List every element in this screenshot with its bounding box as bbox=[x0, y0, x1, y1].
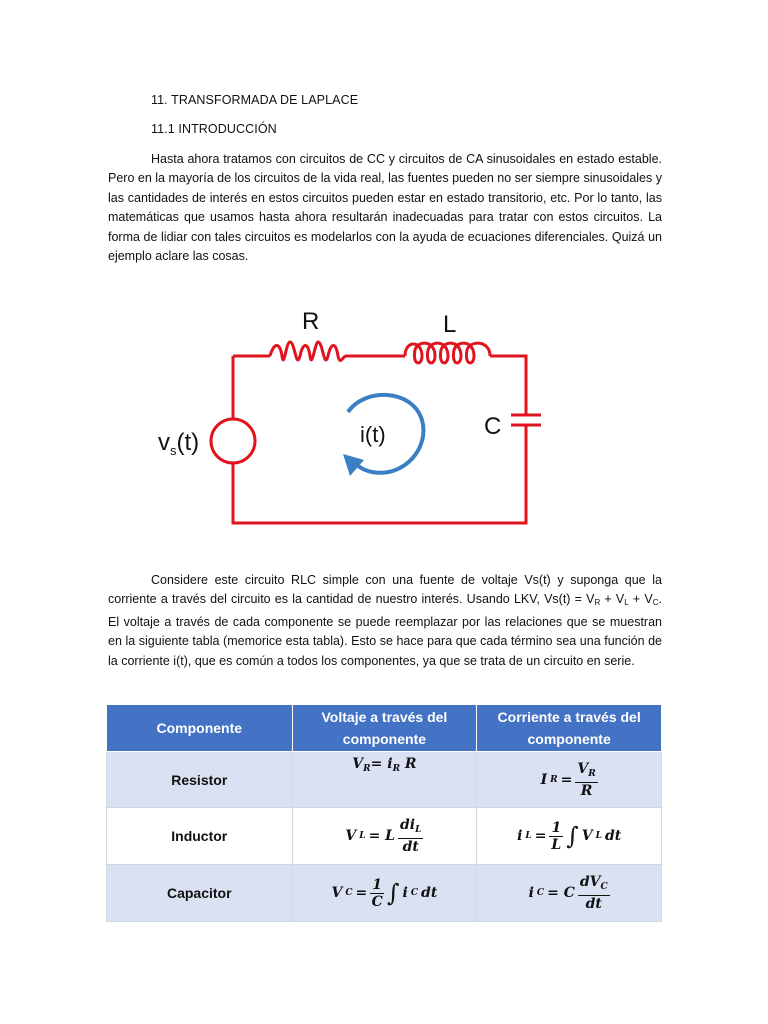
rlc-circuit-diagram bbox=[150, 300, 570, 530]
intro-paragraph bbox=[108, 150, 662, 266]
voltage-formula: V C = $\frac{1}{C}$ ∫ i C dt bbox=[292, 865, 477, 922]
label-L: L bbox=[443, 311, 457, 338]
table-row bbox=[107, 808, 662, 865]
wire-top-right bbox=[490, 356, 526, 415]
section-title: 11. TRANSFORMADA DE LAPLACE bbox=[151, 93, 359, 107]
subsection-title: 11.1 INTRODUCCIÓN bbox=[151, 122, 277, 136]
component-name: Capacitor bbox=[107, 865, 293, 922]
current-formula: I R = $\frac{V_R}{R}$ bbox=[477, 752, 662, 808]
label-R: R bbox=[302, 308, 320, 335]
label-C: C bbox=[484, 413, 502, 440]
current-formula: i C = C $\frac{dV_C}{dt}$ bbox=[477, 865, 662, 922]
component-table bbox=[106, 704, 662, 922]
current-arrowhead-icon bbox=[343, 454, 364, 476]
body-paragraph: Considere este circuito RLC simple con una fuente de voltaje Vs(t) y suponga que la corriente a través del circuito es la cantidad de nuestro interés. Usando LKV, $Vs(t) = V_R + V_L + V_C$. El voltaje a través de cada componente se puede reemplazar por las relaciones que se muestran en la siguiente tabla (memorice esta tabla). Esto se hace para que cada término sea una función de la corriente i(t), que es común a todos los componentes, ya que se trata de un circuito en serie. bbox=[108, 573, 662, 668]
resistor-symbol bbox=[270, 342, 346, 360]
current-formula: i L = $\frac{1}{L}$ ∫ V L dt bbox=[477, 808, 662, 865]
intro-paragraph-text: Hasta ahora tratamos con circuitos de CC y circuitos de CA sinusoidales en estado estable. Pero en la mayoría de los circuitos de la vida real, las fuentes pueden no ser siempre sinusoidales y las cantidades de interés en estos circuitos pueden estar en estado transitorio, etc. Por lo tanto, las matemáticas que usamos hasta ahora resultarán inadecuadas para tratar con estos circuitos. La forma de lidiar con tales circuitos es modelarlos con la ayuda de ecuaciones diferenciales. Quizá un ejemplo aclare las cosas. bbox=[108, 152, 662, 264]
header-component: Componente bbox=[107, 705, 293, 752]
table-row bbox=[107, 752, 662, 808]
table-row bbox=[107, 865, 662, 922]
header-current: Corriente a través del componente bbox=[477, 705, 662, 752]
voltage-source-symbol bbox=[211, 419, 255, 463]
voltage-formula: V L = L $\frac{di_L}{dt}$ bbox=[292, 808, 477, 865]
label-source: $v_s(t)$ bbox=[158, 429, 200, 458]
label-current: i(t) bbox=[360, 422, 386, 447]
header-voltage: Voltaje a través del componente bbox=[292, 705, 477, 752]
voltage-formula: $V_R= i_R$ R bbox=[292, 752, 477, 808]
table-header-row bbox=[107, 705, 662, 752]
component-name: Resistor bbox=[107, 752, 293, 808]
inductor-symbol bbox=[405, 343, 490, 363]
component-name: Inductor bbox=[107, 808, 293, 865]
